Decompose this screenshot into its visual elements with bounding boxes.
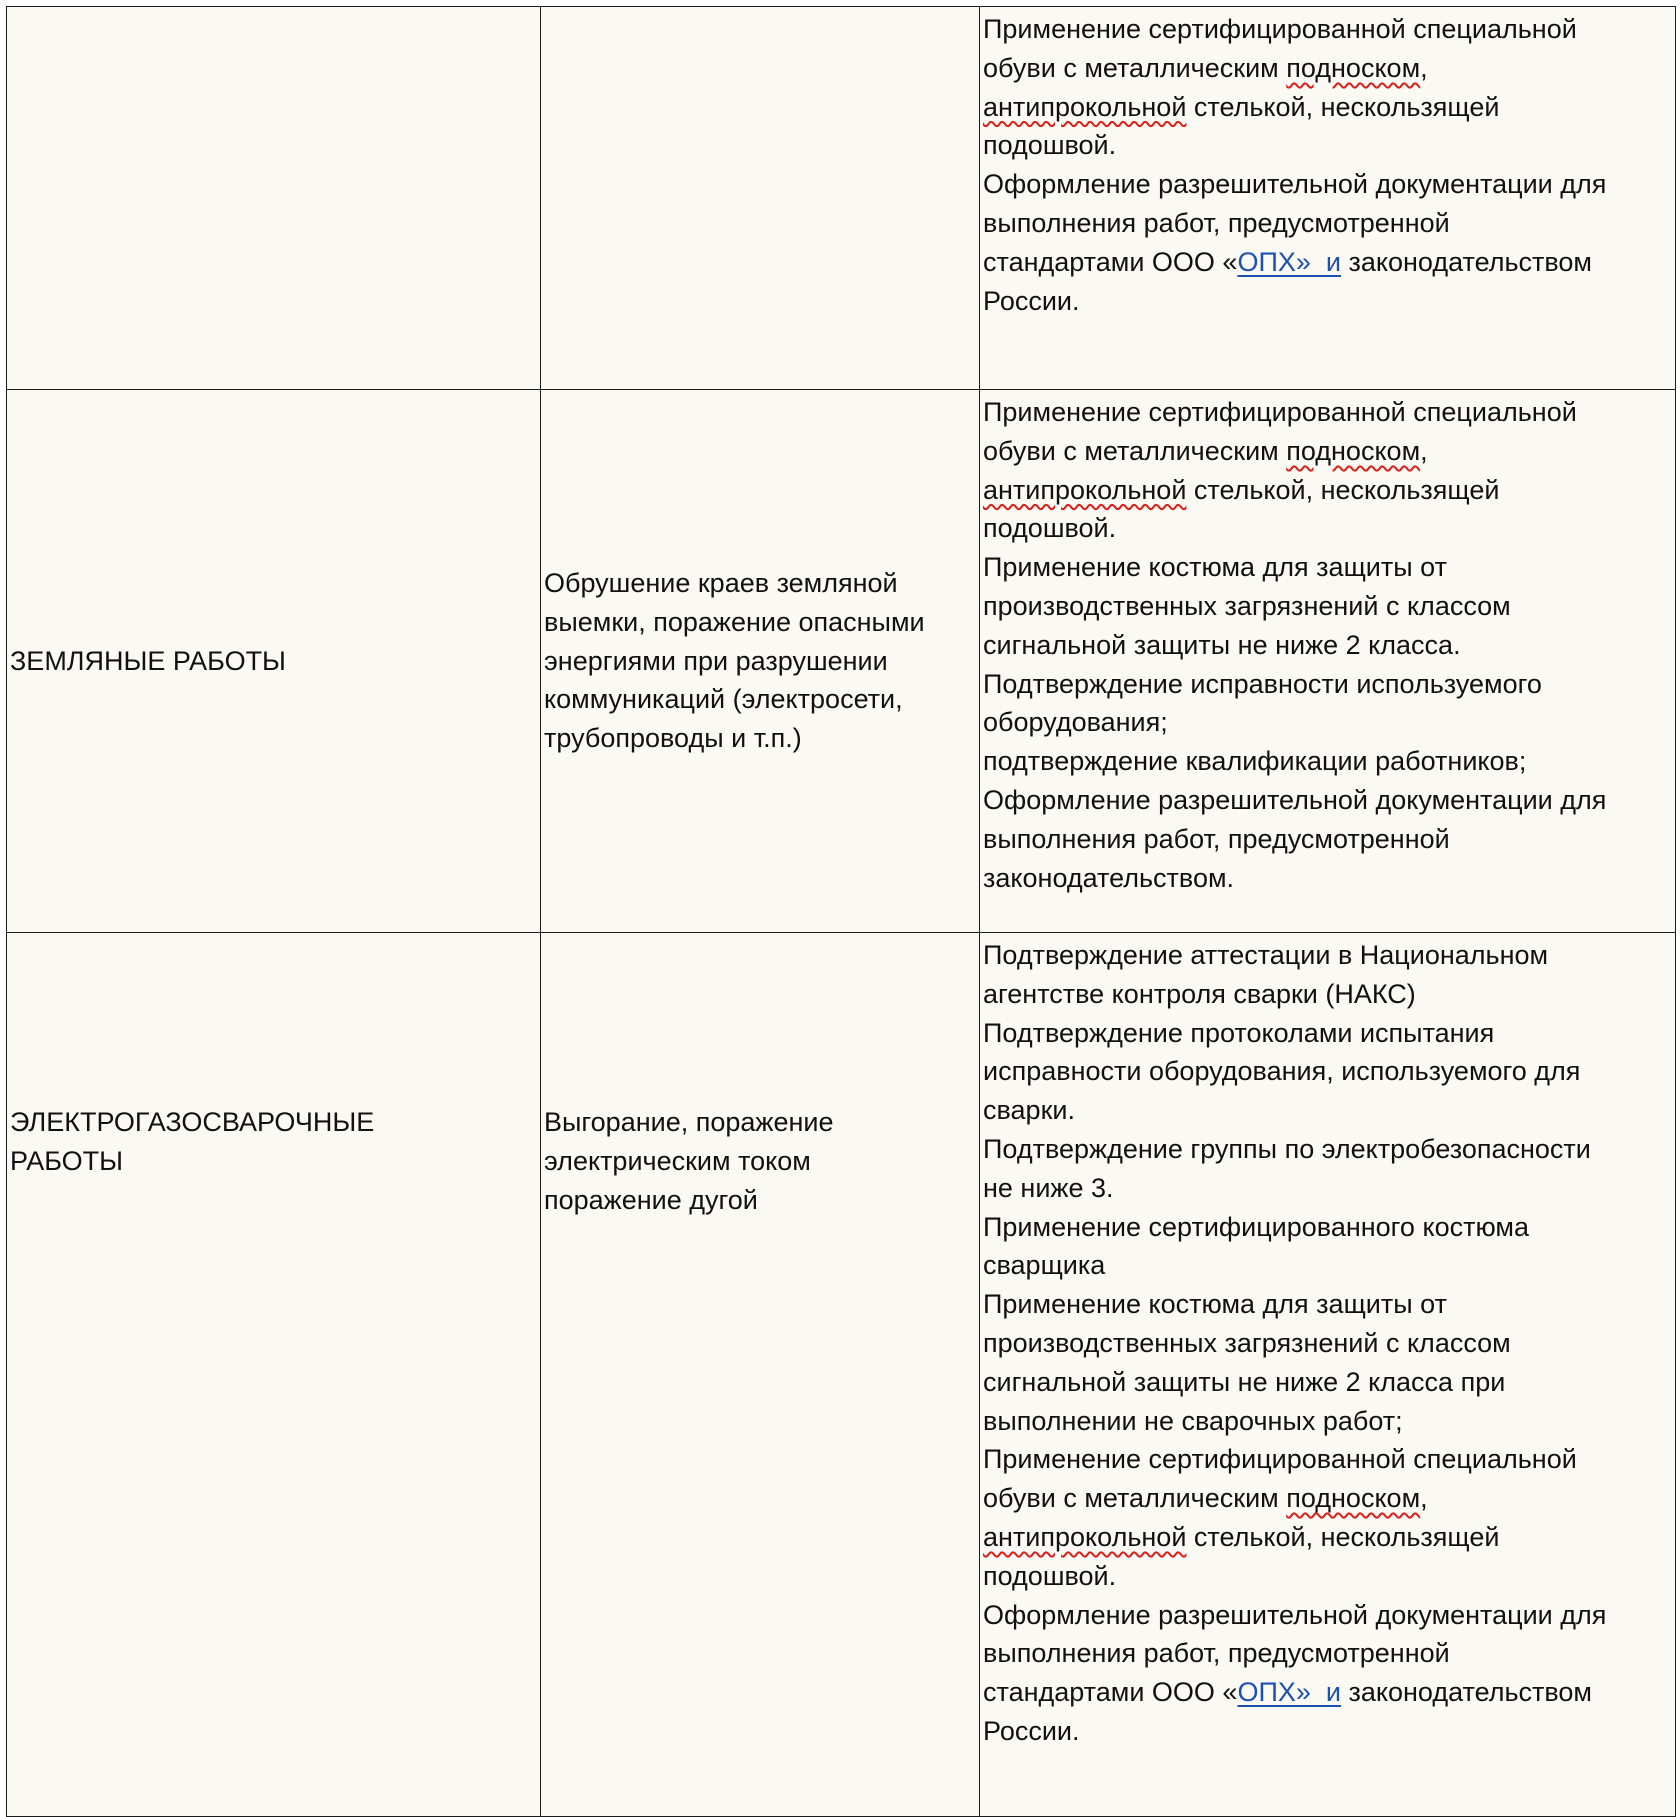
table-row <box>7 7 1676 390</box>
hazard-cell <box>541 933 980 1817</box>
cell-text-line <box>983 1402 1675 1441</box>
hyperlink-opkh[interactable]: ОПХ» и <box>1237 1677 1341 1708</box>
text-segment: подошвой. <box>983 130 1117 161</box>
text-segment: Обрушение краев земляной <box>544 568 898 598</box>
cell-text-line <box>983 1208 1675 1247</box>
cell-text-line <box>983 975 1675 1014</box>
cell-text-line <box>983 548 1675 587</box>
cell-text-line <box>10 1103 540 1142</box>
spellcheck-flagged-word: подноском <box>1286 1483 1421 1514</box>
text-segment: стандартами ООО « <box>983 246 1238 277</box>
cell-text-line <box>983 1596 1675 1635</box>
text-segment: агентстве контроля сварки (НАКС) <box>983 978 1416 1009</box>
cell-text-line <box>983 820 1675 859</box>
cell-text-line <box>983 1712 1675 1751</box>
text-segment: трубопроводы и т.п.) <box>544 723 802 754</box>
cell-text-line <box>983 1324 1675 1363</box>
hazard-cell <box>541 7 980 390</box>
text-segment: выполнения работ, предусмотренной <box>983 823 1450 854</box>
text-segment: ЗЕМЛЯНЫЕ РАБОТЫ <box>10 645 286 676</box>
text-segment: оборудования; <box>983 707 1168 738</box>
cell-text-line <box>983 10 1675 49</box>
text-segment: Применение костюма для защиты от <box>983 552 1447 583</box>
spellcheck-flagged-word: антипрокольной <box>983 91 1187 122</box>
cell-text-line <box>983 1130 1675 1169</box>
text-segment: исправности оборудования, используемого для <box>983 1056 1581 1087</box>
text-segment: обуви с металлическим <box>983 1483 1287 1514</box>
cell-text-line <box>983 1440 1675 1479</box>
cell-text-line <box>10 1142 540 1181</box>
work-type-cell <box>7 933 541 1817</box>
text-segment: Подтверждение протоколами испытания <box>983 1017 1495 1048</box>
cell-text-line <box>983 1246 1675 1285</box>
text-segment: Применение сертифицированного костюма <box>983 1211 1529 1242</box>
safety-measures-table <box>6 6 1676 1817</box>
text-segment: Подтверждение аттестации в Национальном <box>983 940 1549 970</box>
text-segment: Выгорание, поражение <box>544 1107 834 1137</box>
cell-text-line <box>983 587 1675 626</box>
spellcheck-flagged-word: подноском <box>1286 435 1421 466</box>
text-segment: обуви с металлическим <box>983 435 1287 466</box>
text-segment: электрическим током <box>544 1145 811 1176</box>
cell-text-line <box>983 859 1675 898</box>
spellcheck-flagged-word: подноском <box>1286 52 1421 83</box>
text-segment: законодательством. <box>983 862 1235 893</box>
cell-text-line <box>544 1103 979 1142</box>
cell-text-line <box>983 1518 1675 1557</box>
cell-text-line <box>544 564 979 603</box>
text-segment: сварки. <box>983 1095 1075 1126</box>
text-segment: , <box>1420 52 1428 83</box>
text-segment: Применение костюма для защиты от <box>983 1289 1447 1320</box>
text-segment: Оформление разрешительной документации для <box>983 1599 1607 1630</box>
text-segment: выполнении не сварочных работ; <box>983 1405 1403 1436</box>
text-segment: поражение дугой <box>544 1184 758 1215</box>
cell-text-line <box>983 282 1675 321</box>
text-segment: ЭЛЕКТРОГАЗОСВАРОЧНЫЕ <box>10 1107 375 1137</box>
cell-text-line <box>983 1014 1675 1053</box>
text-segment: выемки, поражение опасными <box>544 606 925 637</box>
cell-text-line <box>983 509 1675 548</box>
measures-cell <box>980 7 1676 390</box>
text-segment: России. <box>983 285 1080 316</box>
cell-text-line <box>544 1181 979 1220</box>
text-segment: сигнальной защиты не ниже 2 класса при <box>983 1366 1506 1397</box>
text-segment: Применение сертифицированной специальной <box>983 1444 1577 1475</box>
text-segment: энергиями при разрушении <box>544 645 888 676</box>
cell-text-line <box>983 471 1675 510</box>
text-segment: законодательством <box>1340 1677 1592 1708</box>
spellcheck-flagged-word: антипрокольной <box>983 474 1187 505</box>
text-segment: Оформление разрешительной документации для <box>983 784 1607 815</box>
cell-text-line <box>983 393 1675 432</box>
text-segment: выполнения работ, предусмотренной <box>983 1638 1450 1669</box>
cell-text-line <box>983 204 1675 243</box>
cell-text-line <box>983 432 1675 471</box>
text-segment: России. <box>983 1715 1080 1746</box>
text-segment: не ниже 3. <box>983 1172 1114 1203</box>
hyperlink-opkh[interactable]: ОПХ» и <box>1237 246 1341 277</box>
text-segment: сварщика <box>983 1250 1106 1281</box>
cell-text-line <box>983 626 1675 665</box>
table-row <box>7 933 1676 1817</box>
cell-text-line <box>983 243 1675 282</box>
cell-text-line <box>983 1673 1675 1712</box>
table-row <box>7 390 1676 933</box>
cell-text-line <box>544 642 979 681</box>
cell-text-line <box>983 126 1675 165</box>
spellcheck-flagged-word: антипрокольной <box>983 1521 1187 1552</box>
cell-text-line <box>10 642 540 681</box>
cell-text-line <box>983 88 1675 127</box>
text-segment: сигнальной защиты не ниже 2 класса. <box>983 629 1461 660</box>
cell-text-line <box>983 1285 1675 1324</box>
hazard-cell <box>541 390 980 933</box>
cell-text-line <box>983 49 1675 88</box>
cell-text-line <box>983 1169 1675 1208</box>
measures-cell <box>980 390 1676 933</box>
text-segment: Подтверждение группы по электробезопасности <box>983 1133 1591 1164</box>
text-segment: Применение сертифицированной специальной <box>983 14 1577 44</box>
text-segment: стелькой, нескользящей <box>1186 1521 1500 1552</box>
text-segment: , <box>1420 435 1428 466</box>
cell-text-line <box>544 680 979 719</box>
work-type-cell <box>7 390 541 933</box>
text-segment: подошвой. <box>983 513 1117 544</box>
cell-text-line <box>983 1363 1675 1402</box>
cell-text-line <box>544 1142 979 1181</box>
text-segment: стелькой, нескользящей <box>1186 474 1500 505</box>
cell-text-line <box>983 703 1675 742</box>
text-segment: выполнения работ, предусмотренной <box>983 207 1450 238</box>
text-segment: стелькой, нескользящей <box>1186 91 1500 122</box>
text-segment: производственных загрязнений с классом <box>983 590 1511 621</box>
text-segment: , <box>1420 1483 1428 1514</box>
text-segment: Подтверждение исправности используемого <box>983 668 1542 699</box>
text-segment: подтверждение квалификации работников; <box>983 746 1527 777</box>
text-segment: Применение сертифицированной специальной <box>983 397 1577 427</box>
cell-text-line <box>983 1557 1675 1596</box>
measures-cell <box>980 933 1676 1817</box>
cell-text-line <box>983 1479 1675 1518</box>
text-segment: Оформление разрешительной документации для <box>983 169 1607 200</box>
text-segment: производственных загрязнений с классом <box>983 1327 1511 1358</box>
cell-text-line <box>983 781 1675 820</box>
cell-text-line <box>983 1091 1675 1130</box>
text-segment: подошвой. <box>983 1560 1117 1591</box>
work-type-cell <box>7 7 541 390</box>
text-segment: РАБОТЫ <box>10 1145 124 1176</box>
cell-text-line <box>983 936 1675 975</box>
cell-text-line <box>544 719 979 758</box>
cell-text-line <box>983 742 1675 781</box>
cell-text-line <box>983 165 1675 204</box>
text-segment: коммуникаций (электросети, <box>544 684 903 715</box>
text-segment: законодательством <box>1340 246 1592 277</box>
cell-text-line <box>983 1634 1675 1673</box>
cell-text-line <box>983 665 1675 704</box>
text-segment: обуви с металлическим <box>983 52 1287 83</box>
text-segment: стандартами ООО « <box>983 1677 1238 1708</box>
cell-text-line <box>544 603 979 642</box>
cell-text-line <box>983 1052 1675 1091</box>
